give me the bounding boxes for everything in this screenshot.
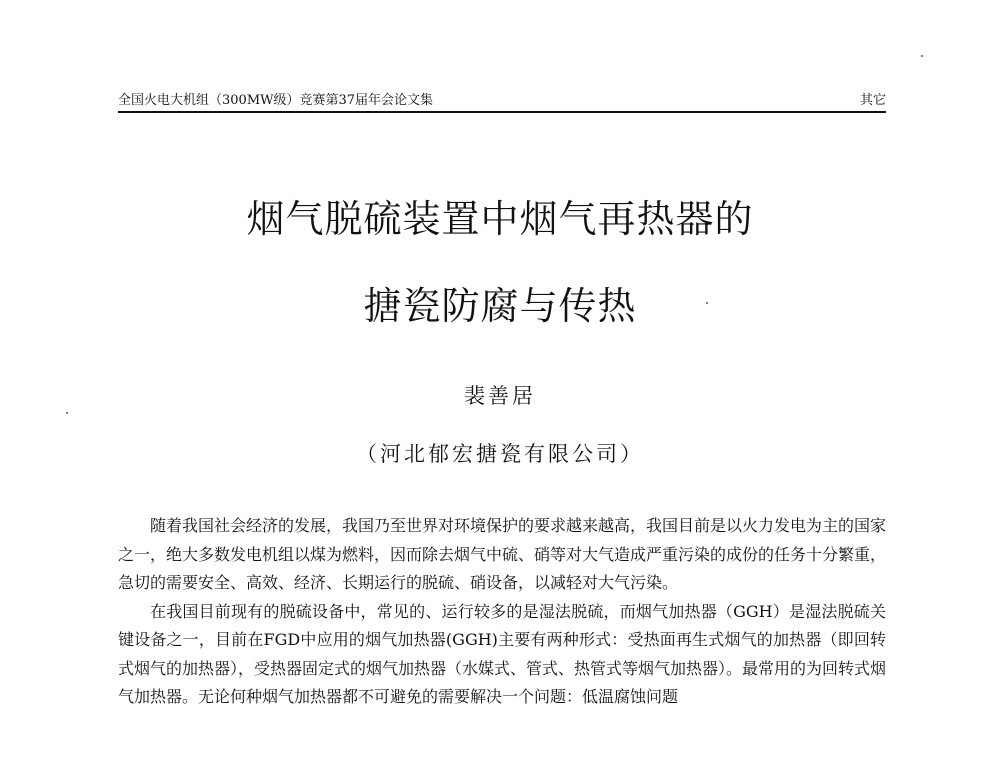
- body-text: [118, 512, 886, 712]
- journal-name: 全国火电大机组（300MW级）竞赛第37届年会论文集: [118, 93, 434, 108]
- author-name: 裴善居: [464, 384, 536, 408]
- section-label: 其它: [859, 93, 886, 108]
- paragraph-1: 随着我国社会经济的发展，我国乃至世界对环境保护的要求越来越高，我国目前是以火力发电为主的国家之一，绝大多数发电机组以煤为燃料，因而除去烟气中硫、硝等对大气造成严重污染的成份的任务十分繁重，急切的需要安全、高效、经济、长期运行的脱硫、硝设备，以减轻对大气污染。: [118, 516, 887, 592]
- author-affiliation: （河北郁宏搪瓷有限公司）: [356, 442, 644, 466]
- scan-speck: [66, 412, 68, 414]
- scan-speck: [706, 302, 708, 304]
- paragraph-2: 在我国目前现有的脱硫设备中，常见的、运行较多的是湿法脱硫，而烟气加热器（GGH）是湿法脱硫关键设备之一，目前在FGD中应用的烟气加热器(GGH)主要有两种形式：受热面再生式烟气的加热器（即回转式烟气的加热器），受热器固定式的烟气加热器（水媒式、管式、热管式等烟气加热器）。最常用的为回转式烟气加热器。无论何种烟气加热器都不可避免的需要解决一个问题：低温腐蚀问题: [118, 601, 887, 706]
- paper-title-line-1: 烟气脱硫装置中烟气再热器的: [246, 197, 754, 241]
- running-header: [118, 89, 886, 113]
- paper-title-line-2: 搪瓷防腐与传热: [363, 284, 637, 328]
- scan-speck: [921, 55, 923, 57]
